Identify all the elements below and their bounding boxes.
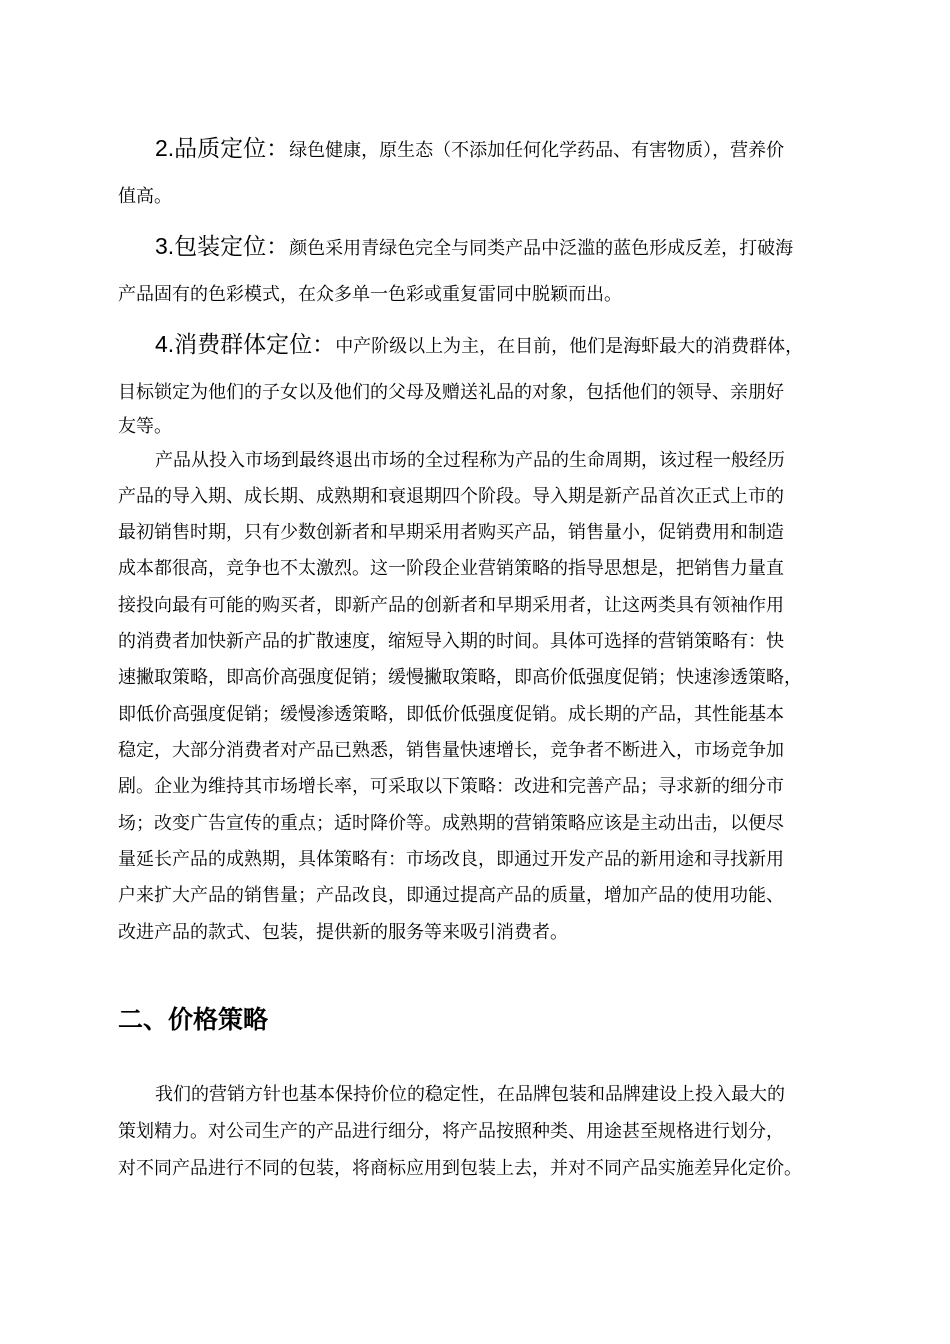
lifecycle-line: 即低价高强度促销；缓慢渗透策略，即低价低强度促销。成长期的产品，其性能基本 bbox=[118, 704, 784, 725]
quality-positioning-heading: 2.品质定位： bbox=[155, 135, 290, 161]
consumer-positioning-text: 中产阶级以上为主，在目前，他们是海虾最大的消费群体， bbox=[335, 336, 804, 357]
quality-positioning-line1 bbox=[155, 130, 784, 163]
lifecycle-line: 户来扩大产品的销售量；产品改良，即通过提高产品的质量，增加产品的使用功能、 bbox=[118, 885, 784, 906]
lifecycle-line: 成本都很高，竞争也不太激烈。这一阶段企业营销策略的指导思想是，把销售力量直 bbox=[118, 558, 784, 579]
consumer-positioning-heading: 4.消费群体定位： bbox=[155, 331, 336, 357]
package-positioning-heading: 3.包装定位： bbox=[155, 233, 290, 259]
lifecycle-line: 产品从投入市场到最终退出市场的全过程称为产品的生命周期，该过程一般经历 bbox=[155, 450, 785, 471]
quality-positioning-text: 绿色健康，原生态（不添加任何化学药品、有害物质），营养价 bbox=[289, 140, 785, 161]
price-line: 策划精力。对公司生产的产品进行细分，将产品按照种类、用途甚至规格进行划分， bbox=[118, 1121, 784, 1142]
lifecycle-line: 的消费者加快新产品的扩散速度，缩短导入期的时间。具体可选择的营销策略有：快 bbox=[118, 631, 784, 652]
package-positioning-text: 颜色采用青绿色完全与同类产品中泛滥的蓝色形成反差，打破海 bbox=[289, 238, 794, 259]
quality-positioning-line2: 值高。 bbox=[118, 186, 172, 207]
consumer-positioning-line2: 目标锁定为他们的子女以及他们的父母及赠送礼品的对象，包括他们的领导、亲朋好 bbox=[118, 382, 784, 403]
price-line: 我们的营销方针也基本保持价位的稳定性，在品牌包装和品牌建设上投入最大的 bbox=[155, 1084, 785, 1105]
section-title-price-strategy: 二、价格策略 bbox=[118, 1005, 269, 1034]
consumer-positioning-line1 bbox=[155, 326, 803, 359]
package-positioning-line2: 产品固有的色彩模式，在众多单一色彩或重复雷同中脱颖而出。 bbox=[118, 284, 622, 305]
lifecycle-line: 接投向最有可能的购买者，即新产品的创新者和早期采用者，让这两类具有领袖作用 bbox=[118, 595, 784, 616]
lifecycle-line: 改进产品的款式、包装，提供新的服务等来吸引消费者。 bbox=[118, 922, 568, 943]
lifecycle-line: 最初销售时期，只有少数创新者和早期采用者购买产品，销售量小，促销费用和制造 bbox=[118, 522, 784, 543]
lifecycle-line: 剧。企业为维持其市场增长率，可采取以下策略：改进和完善产品；寻求新的细分市 bbox=[118, 776, 784, 797]
lifecycle-line: 场；改变广告宣传的重点；适时降价等。成熟期的营销策略应该是主动出击，以便尽 bbox=[118, 813, 784, 834]
lifecycle-line: 稳定，大部分消费者对产品已熟悉，销售量快速增长，竞争者不断进入，市场竞争加 bbox=[118, 740, 784, 761]
consumer-positioning-line3: 友等。 bbox=[118, 416, 172, 437]
package-positioning-line1 bbox=[155, 228, 793, 261]
price-line: 对不同产品进行不同的包装，将商标应用到包装上去，并对不同产品实施差异化定价。 bbox=[118, 1158, 802, 1179]
lifecycle-line: 产品的导入期、成长期、成熟期和衰退期四个阶段。导入期是新产品首次正式上市的 bbox=[118, 486, 784, 507]
lifecycle-line: 速撇取策略，即高价高强度促销；缓慢撇取策略，即高价低强度促销；快速渗透策略， bbox=[118, 667, 802, 688]
lifecycle-line: 量延长产品的成熟期，具体策略有：市场改良，即通过开发产品的新用途和寻找新用 bbox=[118, 849, 784, 870]
